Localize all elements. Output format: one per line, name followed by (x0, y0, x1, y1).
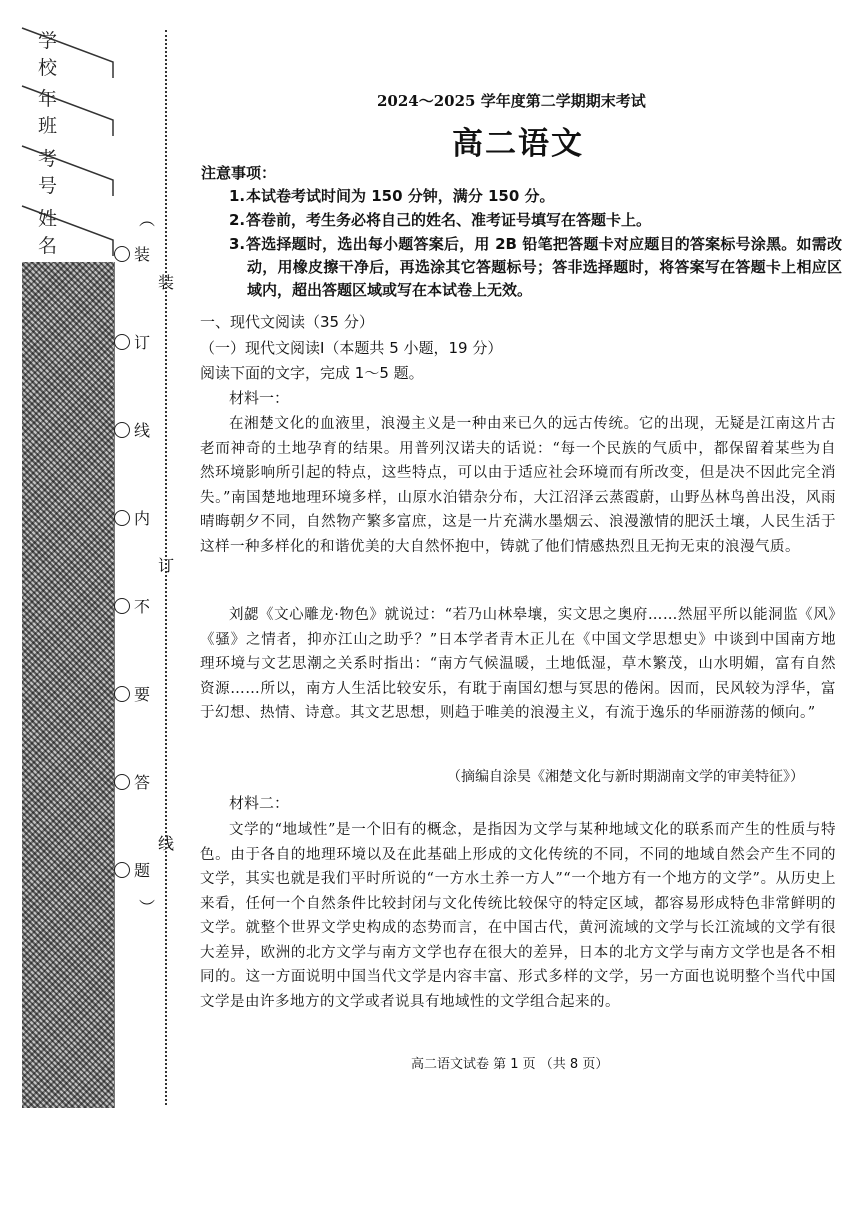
seal-1: 装 (114, 242, 150, 265)
edge-label-zhuang: 装 (158, 273, 175, 292)
edge-label-ding: 订 (158, 556, 175, 575)
material-2-paragraph-1: 文学的“地域性”是一个旧有的概念，是指因为文学与某种地域文化的联系而产生的性质与特色。由于各自的地理环境以及在此基础上形成的文化传统的不同，不同的地域自然会产生不同的文学，其实也就是我们平时所说的“一方水土养一方人”“一个地方有一个地方的文学”。从历史上来看，任何一个自然条件比较封闭与文化传统比较保守的特定区域，都容易形成特色非常鲜明的文学。就整个世界文学史构成的态势而言，在中国古代，黄河流域的文学与长江流域的文学有很大差异，欧洲的北方文学与南方文学也存在很大的差异，日本的北方文学与南方文学也是各不相同的。这一方面说明中国当代文学是内容丰富、形式多样的文学，另一方面也说明整个当代中国文学是由许多地方的文学或者说具有地域性的文学组合起来的。 (200, 822, 836, 1010)
sub-heading: （一）现代文阅读Ⅰ（本题共 5 小题，19 分） (200, 339, 503, 357)
seal-5: 不 (114, 594, 150, 617)
paren-close: ︶ (139, 898, 156, 917)
circle-icon (114, 862, 130, 878)
circle-icon (114, 774, 130, 790)
circle-icon (114, 598, 130, 614)
material-1-paragraph-2: 刘勰《文心雕龙·物色》就说过：“若乃山林皋壤，实文思之奥府……然屈平所以能洞监《风》《骚》之情者，抑亦江山之助乎？”日本学者青木正儿在《中国文学思想史》中谈到中国南方地理环境与文艺思潮之关系时指出：“南方气候温暖，土地低湿，草木繁茂，山水明媚，富有自然资源……所以，南方人生活比较安乐，有耽于南国幻想与冥思的倦闲。因而，民风较为浮华，富于幻想、热情、诗意。其文艺思想，则趋于唯美的浪漫主义，有流于逸乐的华丽游荡的倾向。” (200, 607, 836, 721)
circle-icon (114, 510, 130, 526)
class-field (20, 80, 115, 138)
seal-8: 题 (114, 858, 150, 881)
instruction: 阅读下面的文字，完成 1～5 题。 (200, 364, 424, 382)
seal-6: 要 (114, 682, 150, 705)
notice-item-1: 1. 本试卷考试时间为 150 分钟，满分 150 分。 (229, 187, 555, 205)
material-1-label: 材料一： (229, 389, 290, 407)
notice-item-3: 3. 答选择题时，选出每小题答案后，用 2B 铅笔把答题卡对应题目的答案标号涂黑。如需改动，用橡皮擦干净后，再选涂其它答题标号；答非选择题时，将答案写在答题卡上相应区域内，超出答题区域或写在本试卷上无效。 (229, 235, 842, 299)
part-heading: 一、现代文阅读（35 分） (200, 313, 374, 331)
material-1-paragraph-1: 在湘楚文化的血液里，浪漫主义是一种由来已久的远古传统。它的出现，无疑是江南这片古老而神奇的土地孕育的结果。用普列汉诺夫的话说：“每一个民族的气质中，都保留着某些为自然环境影响所引起的特点，这些特点，可以由于适应社会环境而有所改变，但是决不因此完全消失。”南国楚地地理环境多样，山原水泊错杂分布，大江沼泽云蒸霞蔚，山野丛林鸟兽出没，风雨晴晦朝夕不同，自然物产繁多富庶，这是一片充满水墨烟云、浪漫激情的肥沃土壤，人民生活于这样一种多样化的和谐优美的大自然怀抱中，铸就了他们情感热烈且无拘无束的浪漫气质。 (200, 416, 836, 555)
exam-title: 2024～2025 学年度第二学期期末考试 (377, 92, 646, 110)
seal-7: 答 (114, 770, 150, 793)
circle-icon (114, 246, 130, 262)
edge-label-xian: 线 (158, 834, 175, 853)
binding-dotted-line (165, 30, 167, 1105)
circle-icon (114, 422, 130, 438)
circle-icon (114, 334, 130, 350)
page-footer: 高二语文试卷 第 1 页 （共 8 页） (411, 1057, 609, 1072)
class-label: 年 班 (38, 88, 80, 137)
exam-number-field (20, 140, 115, 198)
material-1-source: （摘编自涂昊《湘楚文化与新时期湖南文学的审美特征》） (447, 769, 804, 785)
paren-open: ︵ (139, 210, 156, 229)
school-field (20, 22, 115, 80)
school-label: 学 校 (38, 30, 80, 79)
circle-icon (114, 686, 130, 702)
name-field (20, 200, 115, 258)
seal-4: 内 (114, 506, 150, 529)
material-2-label: 材料二： (229, 794, 290, 812)
seal-2: 订 (114, 330, 150, 353)
seal-3: 线 (114, 418, 150, 441)
notice-item-2: 2. 答卷前，考生务必将自己的姓名、准考证号填写在答题卡上。 (229, 211, 652, 229)
notice-title: 注意事项： (201, 164, 277, 182)
binding-texture (22, 262, 115, 1108)
exam-number-label: 考 号 (38, 148, 80, 197)
name-label: 姓 名 (38, 208, 80, 257)
subject-title: 高二语文 (452, 126, 584, 162)
